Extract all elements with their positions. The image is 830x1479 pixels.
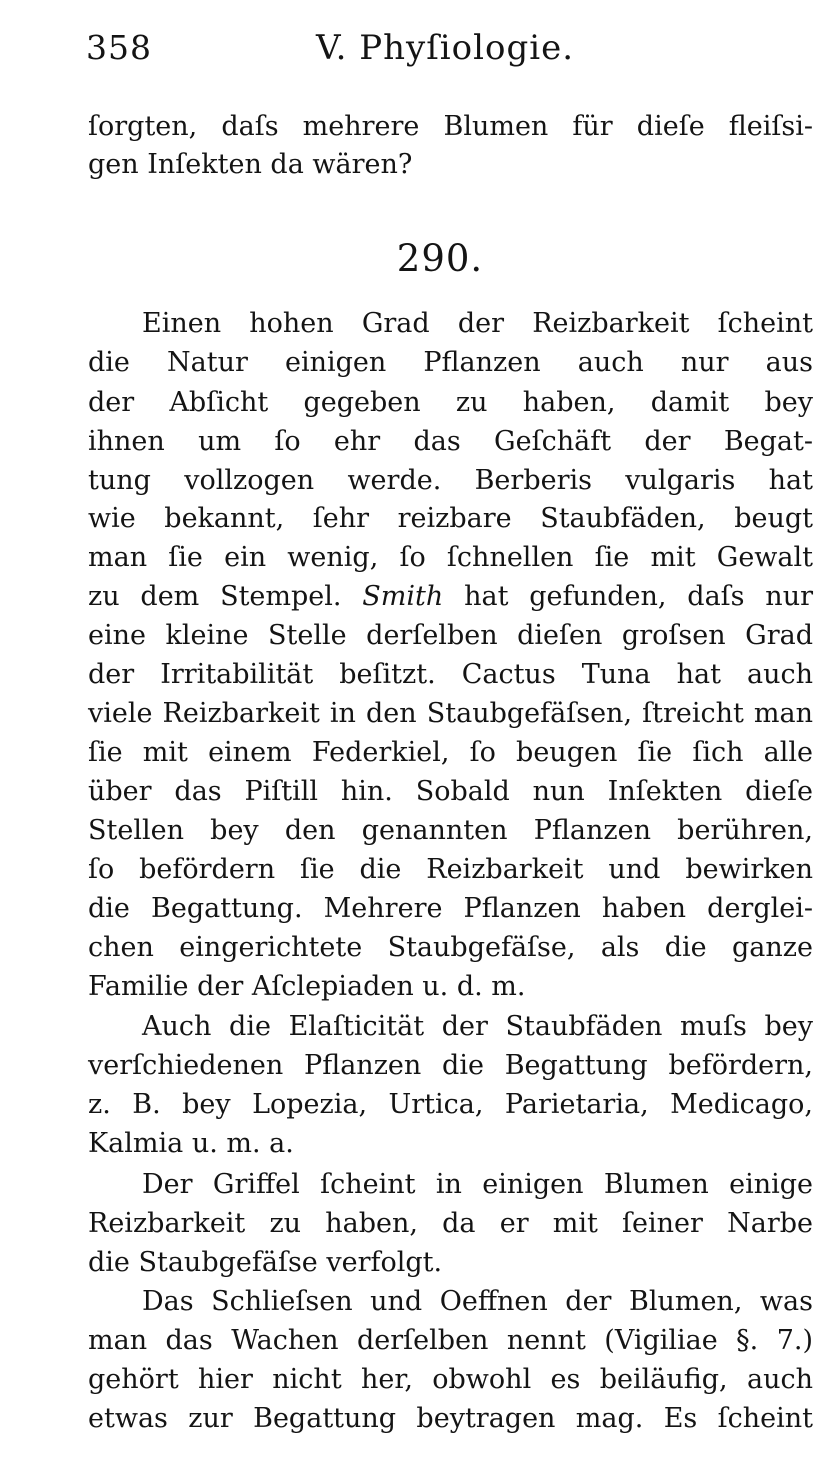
text-line-25: Der Griffel ſcheint in einigen Blumen einige bbox=[142, 1169, 813, 1200]
text-line-24: Kalmia u. m. a. bbox=[88, 1128, 294, 1159]
text-line-13: viele Reizbarkeit in den Staubgefäſsen, ſtreicht man bbox=[88, 698, 813, 729]
text-line-1: ſorgten, daſs mehrere Blumen für dieſe fleiſsi- bbox=[88, 111, 813, 142]
text-line-2: gen Inſekten da wären? bbox=[88, 149, 413, 180]
text-line-31: etwas zur Begattung beytragen mag. Es ſcheint bbox=[88, 1403, 813, 1434]
text-line-20: Familie der Aſclepiaden u. d. m. bbox=[88, 971, 526, 1002]
section-number: 290. bbox=[396, 237, 484, 280]
text-line-5: der Abſicht gegeben zu haben, damit bey bbox=[88, 387, 813, 418]
text-line-4: die Natur einigen Pflanzen auch nur aus bbox=[88, 347, 813, 378]
text-line-7: tung vollzogen werde. Berberis vulgaris hat bbox=[88, 465, 813, 496]
text-line-23: z. B. bey Lopezia, Urtica, Parietaria, Medicago, bbox=[88, 1089, 813, 1120]
text-line-29: man das Wachen derſelben nennt (Vigiliae §. 7.) bbox=[88, 1325, 813, 1356]
page-number: 358 bbox=[86, 28, 152, 67]
text-line-9: man ſie ein wenig, ſo ſchnellen ſie mit Gewalt bbox=[88, 542, 813, 573]
text-line-18: die Begattung. Mehrere Pflanzen haben derglei- bbox=[88, 893, 813, 924]
text-line-19: chen eingerichtete Staubgefäſse, als die ganze bbox=[88, 932, 813, 963]
text-line-10 bbox=[88, 578, 813, 616]
text-line-16: Stellen bey den genannten Pflanzen berühren, bbox=[88, 815, 813, 846]
text-line-6: ihnen um ſo ehr das Geſchäft der Begat- bbox=[88, 426, 813, 457]
text-line-27: die Staubgefäſse verfolgt. bbox=[88, 1247, 443, 1278]
running-head: V. Phyſiologie. bbox=[316, 28, 575, 68]
text-line-8: wie bekannt, ſehr reizbare Staubfäden, beugt bbox=[88, 503, 813, 534]
text-line-12: der Irritabilität beſitzt. Cactus Tuna hat auch bbox=[88, 659, 813, 690]
text-line-28: Das Schlieſsen und Oeffnen der Blumen, was bbox=[142, 1286, 813, 1317]
text-line-3: Einen hohen Grad der Reizbarkeit ſcheint bbox=[142, 308, 813, 339]
page-header bbox=[86, 20, 786, 80]
text-line-14: ſie mit einem Federkiel, ſo beugen ſie ſich alle bbox=[88, 737, 813, 768]
text-line-26: Reizbarkeit zu haben, da er mit ſeiner Narbe bbox=[88, 1208, 813, 1239]
text-line-15: über das Piſtill hin. Sobald nun Inſekten dieſe bbox=[88, 776, 813, 807]
text-line-10-after: hat gefunden, daſs nur bbox=[443, 581, 813, 612]
author-name-smith: Smith bbox=[362, 581, 444, 612]
text-line-30: gehört hier nicht her, obwohl es beiläufig, auch bbox=[88, 1364, 813, 1395]
text-line-21: Auch die Elaſticität der Staubfäden muſs bey bbox=[142, 1011, 813, 1042]
text-line-11: eine kleine Stelle derſelben dieſen groſsen Grad bbox=[88, 620, 813, 651]
text-line-10-before: zu dem Stempel. bbox=[88, 581, 363, 612]
text-line-17: ſo befördern ſie die Reizbarkeit und bewirken bbox=[88, 854, 813, 885]
text-line-22: verſchiedenen Pflanzen die Begattung befördern, bbox=[88, 1050, 813, 1081]
